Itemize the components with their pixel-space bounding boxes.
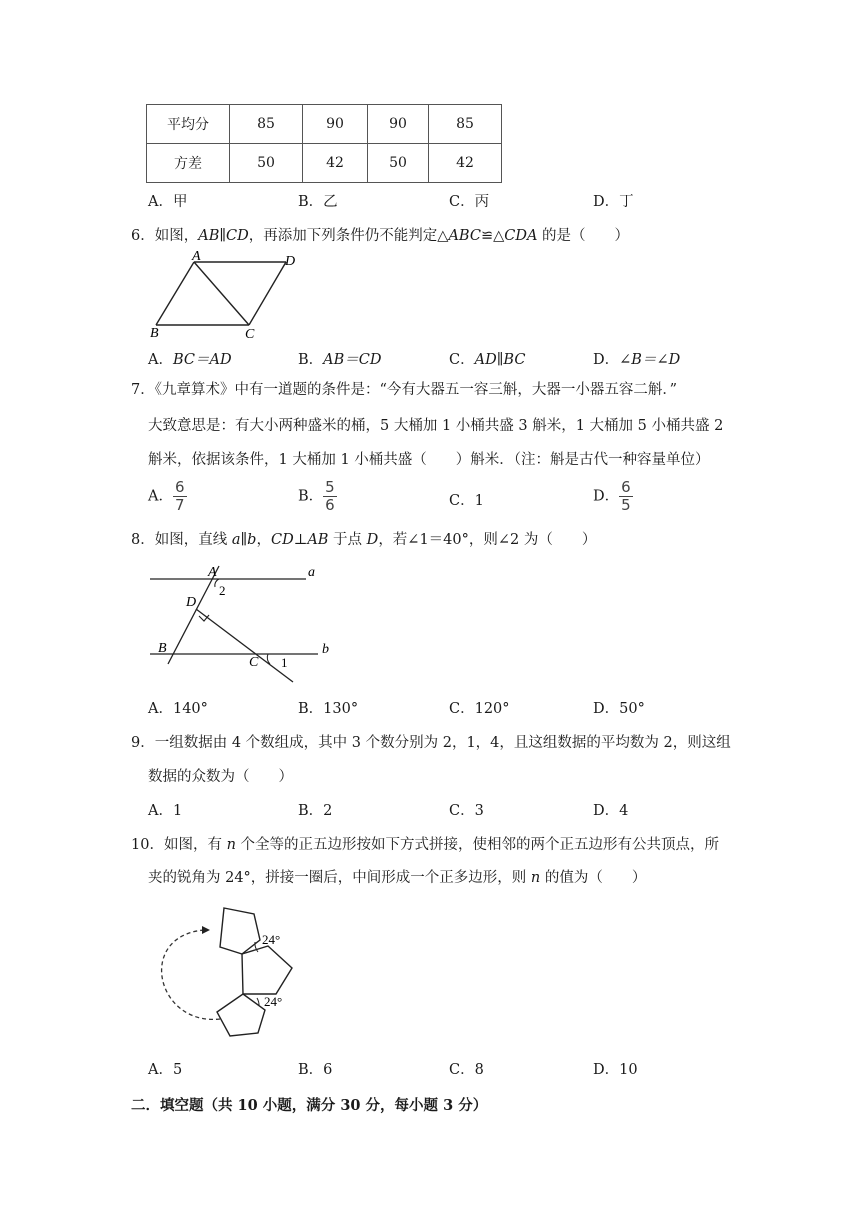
question-number: 6． bbox=[131, 228, 155, 244]
q9-option-b: B．2 bbox=[298, 803, 333, 819]
table-cell: 85 bbox=[230, 105, 303, 144]
q7-line-1: 7．《九章算术》中有一道题的条件是：“今有大器五一容三斛，大器一小器五容二斛．” bbox=[131, 382, 678, 398]
q9-option-c: C．3 bbox=[449, 803, 484, 819]
fraction bbox=[323, 480, 337, 513]
q7-option-a bbox=[148, 480, 187, 513]
q6-option-a bbox=[148, 348, 232, 369]
q8-option-b: B．130° bbox=[298, 701, 359, 717]
math-text: BC＝AD bbox=[172, 352, 232, 368]
math-text: CD⊥AB bbox=[270, 532, 329, 548]
math-text: n bbox=[226, 837, 236, 853]
option-letter: D． bbox=[593, 352, 620, 368]
label-D: D bbox=[285, 254, 296, 269]
label-B: B bbox=[158, 641, 167, 656]
label-C: C bbox=[245, 327, 255, 342]
numerator: 5 bbox=[325, 478, 335, 496]
q6-option-c bbox=[449, 348, 525, 369]
label-A: A bbox=[192, 249, 201, 264]
stem-text: 于点 bbox=[328, 532, 367, 548]
label-angle-1: 1 bbox=[281, 655, 288, 670]
table-cell: 85 bbox=[429, 105, 502, 144]
label-angle-2: 2 bbox=[219, 583, 226, 598]
table-row bbox=[147, 105, 502, 144]
label-C: C bbox=[249, 655, 259, 670]
option-letter: D． bbox=[593, 488, 620, 505]
math-text: ∠B＝∠D bbox=[619, 352, 681, 368]
math-text: ABC bbox=[448, 228, 481, 244]
q9-line-1: 9．一组数据由 4 个数组成，其中 3 个数分别为 2，1，4，且这组数据的平均数为 2，则这组 bbox=[131, 735, 731, 751]
option-letter: C． bbox=[449, 352, 475, 368]
denominator: 7 bbox=[174, 496, 185, 514]
table-cell: 50 bbox=[368, 144, 429, 183]
label-B: B bbox=[150, 326, 159, 341]
math-text: D bbox=[366, 532, 379, 548]
stem-text: 夹的锐角为 24°，拼接一圈后，中间形成一个正多边形，则 bbox=[148, 870, 531, 886]
stem-text: 10．如图，有 bbox=[131, 837, 227, 853]
stem-text: 个全等的正五边形按如下方式拼接，使相邻的两个正五边形有公共顶点，所 bbox=[235, 837, 720, 853]
q5-option-a: A．甲 bbox=[148, 194, 188, 210]
q6-stem bbox=[131, 224, 629, 245]
q8-option-a: A．140° bbox=[148, 701, 208, 717]
q8-option-c: C．120° bbox=[449, 701, 510, 717]
table-cell: 方差 bbox=[147, 144, 230, 183]
table-row bbox=[147, 144, 502, 183]
q7-option-b bbox=[298, 480, 337, 513]
q10-line-1 bbox=[131, 833, 719, 854]
math-text: AB∥CD bbox=[198, 228, 249, 244]
q7-line-3: 斛米，依据该条件，1 大桶加 1 小桶共盛（ ）斛米．（注：斛是古代一种容量单位） bbox=[148, 452, 710, 468]
denominator: 6 bbox=[325, 496, 335, 514]
q8-stem bbox=[131, 528, 596, 549]
option-letter: A． bbox=[148, 352, 173, 368]
stem-text: ， bbox=[256, 532, 271, 548]
numerator: 6 bbox=[174, 478, 185, 496]
table-cell: 50 bbox=[230, 144, 303, 183]
stem-text: 的值为（ ） bbox=[540, 870, 647, 886]
q9-option-d: D．4 bbox=[593, 803, 629, 819]
stem-text: ，若∠1＝40°，则∠2 为（ ） bbox=[378, 532, 597, 548]
stem-text: ，再添加下列条件仍不能判定△ bbox=[248, 228, 449, 244]
math-text: n bbox=[530, 870, 541, 886]
denominator: 5 bbox=[621, 496, 631, 514]
stem-text: 如图， bbox=[154, 228, 199, 244]
option-letter: B． bbox=[298, 488, 324, 505]
stem-text: ≌△ bbox=[480, 228, 505, 244]
q8-option-d: D．50° bbox=[593, 701, 645, 717]
option-letter: B． bbox=[298, 352, 324, 368]
table-cell: 42 bbox=[303, 144, 368, 183]
question-number: 8． bbox=[131, 532, 155, 548]
table-cell: 平均分 bbox=[147, 105, 230, 144]
numerator: 6 bbox=[621, 478, 631, 496]
label-A: A bbox=[208, 565, 217, 580]
label-D: D bbox=[186, 595, 197, 610]
q7-line-2: 大致意思是：有大小两种盛米的桶，5 大桶加 1 小桶共盛 3 斛米，1 大桶加 5 小桶共盛 2 bbox=[148, 418, 724, 434]
stem-text: 的是（ ） bbox=[537, 228, 630, 244]
q10-figure-pentagons bbox=[146, 896, 302, 1042]
math-text: a∥b bbox=[231, 532, 257, 548]
q5-option-b: B．乙 bbox=[298, 194, 338, 210]
label-a: a bbox=[308, 565, 315, 580]
section-2-heading: 二．填空题（共 10 小题，满分 30 分，每小题 3 分） bbox=[131, 1097, 488, 1114]
q5-option-d: D．丁 bbox=[593, 194, 634, 210]
q10-option-d: D．10 bbox=[593, 1062, 638, 1078]
q10-line-2 bbox=[148, 866, 646, 887]
fraction bbox=[173, 480, 187, 513]
q6-option-b bbox=[298, 348, 382, 369]
q10-option-b: B．6 bbox=[298, 1062, 333, 1078]
q8-figure-parallel-lines bbox=[146, 560, 336, 686]
table-cell: 90 bbox=[303, 105, 368, 144]
q6-option-d bbox=[593, 348, 680, 369]
label-b: b bbox=[322, 642, 329, 657]
math-text: AB＝CD bbox=[323, 352, 382, 368]
q9-line-2: 数据的众数为（ ） bbox=[148, 769, 293, 785]
math-text: AD∥BC bbox=[474, 352, 526, 368]
q7-option-d bbox=[593, 480, 633, 513]
math-text: CDA bbox=[504, 228, 538, 244]
score-table bbox=[146, 104, 502, 183]
q5-option-c: C．丙 bbox=[449, 194, 490, 210]
fraction bbox=[619, 480, 633, 513]
label-angle-bottom: 24° bbox=[264, 994, 283, 1009]
q10-option-c: C．8 bbox=[449, 1062, 484, 1078]
stem-text: 如图，直线 bbox=[154, 532, 232, 548]
table-cell: 90 bbox=[368, 105, 429, 144]
option-letter: A． bbox=[148, 488, 173, 505]
q10-option-a: A．5 bbox=[148, 1062, 183, 1078]
q7-option-c: C．1 bbox=[449, 493, 484, 509]
q9-option-a: A．1 bbox=[148, 803, 183, 819]
label-angle-top: 24° bbox=[262, 932, 281, 947]
q6-figure-parallelogram bbox=[146, 248, 306, 342]
table-cell: 42 bbox=[429, 144, 502, 183]
